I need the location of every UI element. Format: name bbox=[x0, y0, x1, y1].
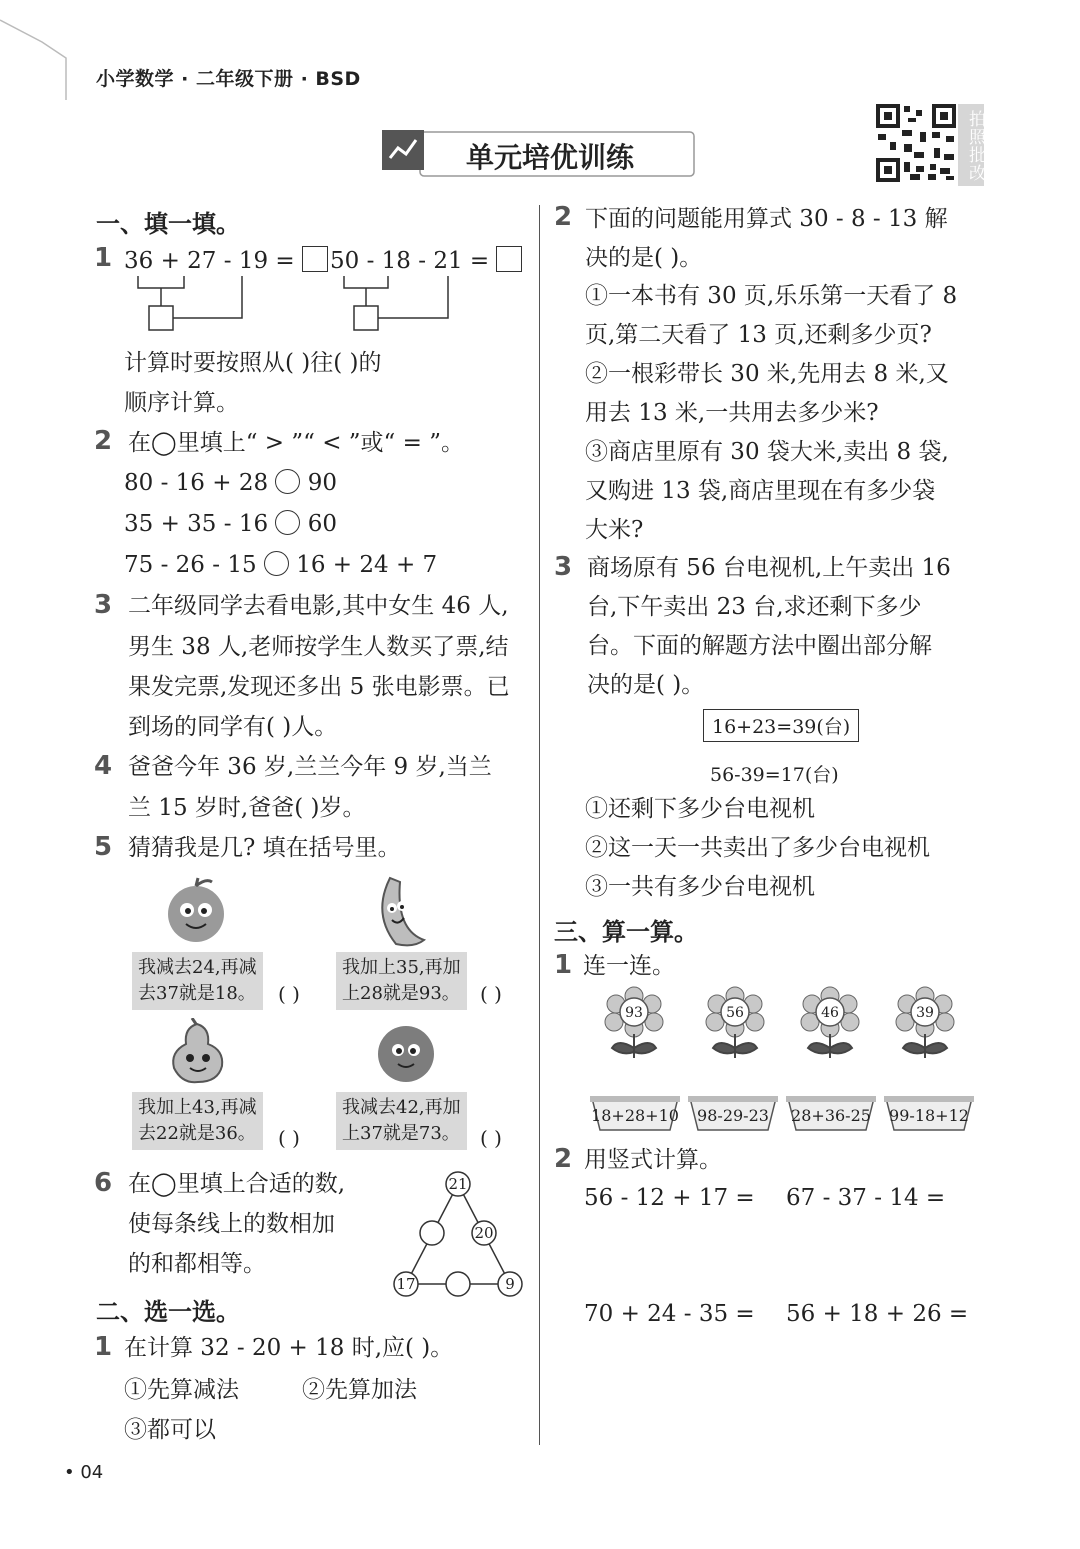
q6-line: 的和都相等。 bbox=[128, 1251, 266, 1277]
r3-line: 台,下午卖出 23 台,求还剩下多少 bbox=[587, 594, 922, 620]
q1-order-line: 计算时要按照从( )往( )的 bbox=[124, 350, 382, 376]
r3-number: 3 bbox=[554, 552, 573, 582]
page-number: • 04 bbox=[64, 1462, 104, 1483]
flower-icon[interactable] bbox=[705, 986, 765, 1060]
node-right-mid: 20 bbox=[474, 1224, 494, 1242]
speech-bubble: 我减去42,再加 上37就是73。 bbox=[336, 1092, 467, 1150]
svg-text:39: 39 bbox=[916, 1005, 934, 1021]
answer-box[interactable] bbox=[302, 246, 328, 272]
r2-line: 用去 13 米,一共用去多少米? bbox=[585, 400, 879, 426]
speech-bubble: 我加上35,再加 上28就是93。 bbox=[336, 952, 467, 1010]
r2-line: 大米? bbox=[585, 517, 644, 543]
pot-expression: 98-29-23 bbox=[697, 1106, 769, 1125]
r2-line: 下面的问题能用算式 30 - 8 - 13 解 bbox=[585, 206, 948, 232]
q2-stem: 在◯里填上“ > ”“ < ”或“ = ”。 bbox=[128, 430, 464, 456]
vertical-calc-expression: 67 - 37 - 14 = bbox=[786, 1185, 946, 1211]
q1-number: 1 bbox=[94, 243, 113, 273]
node-bottom-right: 9 bbox=[505, 1275, 515, 1293]
section-calculate: 三、算一算。 bbox=[554, 918, 698, 946]
section-fill-in: 一、填一填。 bbox=[96, 210, 240, 238]
r3-second-step: 56-39=17(台) bbox=[710, 764, 839, 786]
compare-circle[interactable] bbox=[275, 510, 300, 535]
q6-line: 使每条线上的数相加 bbox=[128, 1211, 335, 1237]
q6-number: 6 bbox=[94, 1168, 113, 1198]
r3-option: ①还剩下多少台电视机 bbox=[585, 796, 815, 822]
r3-option: ②这一天一共卖出了多少台电视机 bbox=[585, 835, 930, 861]
s1-option-3: ③都可以 bbox=[124, 1417, 216, 1443]
q3-line: 二年级同学去看电影,其中女生 46 人, bbox=[128, 593, 509, 619]
q2-number: 2 bbox=[94, 426, 113, 456]
pot-expression: 28+36-25 bbox=[791, 1106, 871, 1125]
compare-circle[interactable] bbox=[275, 469, 300, 494]
s1-option-2: ②先算加法 bbox=[302, 1377, 417, 1403]
r3-line: 决的是( )。 bbox=[587, 672, 705, 698]
node-bottom-left: 17 bbox=[396, 1275, 416, 1293]
answer-parentheses[interactable]: ( ) bbox=[278, 1126, 300, 1150]
flower-icon[interactable] bbox=[895, 986, 955, 1060]
c1-number: 1 bbox=[554, 950, 573, 980]
r2-line: 页,第二天看了 13 页,还剩多少页? bbox=[585, 322, 932, 348]
page-title: 单元培优训练 bbox=[465, 141, 634, 174]
r2-line: ①一本书有 30 页,乐乐第一天看了 8 bbox=[585, 283, 958, 309]
q3-number: 3 bbox=[94, 590, 113, 620]
q2-row: 80 - 16 + 28 90 bbox=[124, 470, 337, 496]
page-corner-decoration bbox=[0, 0, 80, 100]
pot-expression: 18+28+10 bbox=[591, 1106, 679, 1125]
q4-line: 爸爸今年 36 岁,兰兰今年 9 岁,当兰 bbox=[128, 754, 492, 780]
book-header: 小学数学 · 二年级下册 · BSD bbox=[96, 68, 361, 90]
q3-line: 果发完票,发现还多出 5 张电影票。已 bbox=[128, 674, 510, 700]
c2-number: 2 bbox=[554, 1144, 573, 1174]
orange-character-icon bbox=[372, 1018, 440, 1086]
svg-text:93: 93 bbox=[625, 1005, 643, 1021]
compare-circle[interactable] bbox=[264, 551, 289, 576]
r3-circled-step: 16+23=39(台) bbox=[703, 709, 859, 742]
answer-parentheses[interactable]: ( ) bbox=[278, 982, 300, 1006]
answer-box[interactable] bbox=[496, 246, 522, 272]
r2-line: ③商店里原有 30 袋大米,卖出 8 袋, bbox=[585, 439, 949, 465]
section-choose: 二、选一选。 bbox=[96, 1298, 240, 1326]
svg-text:56: 56 bbox=[726, 1005, 744, 1021]
q3-line: 男生 38 人,老师按学生人数买了票,结 bbox=[128, 634, 509, 660]
q6-line: 在◯里填上合适的数, bbox=[128, 1171, 346, 1197]
s1-stem: 在计算 32 - 20 + 18 时,应( )。 bbox=[124, 1335, 454, 1361]
node-top: 21 bbox=[448, 1175, 468, 1193]
q1-expression-b: 50 - 18 - 21 = bbox=[330, 241, 522, 281]
s1-number: 1 bbox=[94, 1332, 113, 1362]
q4-number: 4 bbox=[94, 751, 113, 781]
vertical-calc-expression: 56 + 18 + 26 = bbox=[786, 1301, 969, 1327]
flower-icon[interactable] bbox=[604, 986, 664, 1060]
flower-icon[interactable] bbox=[800, 986, 860, 1060]
r2-line: 又购进 13 袋,商店里现在有多少袋 bbox=[585, 478, 936, 504]
r2-line: ②一根彩带长 30 米,先用去 8 米,又 bbox=[585, 361, 949, 387]
scan-grade-tag: 拍照批改 bbox=[958, 104, 984, 186]
pot-expression: 99-18+12 bbox=[889, 1106, 969, 1125]
q1-calc-tree bbox=[124, 272, 464, 336]
vertical-calc-expression: 70 + 24 - 35 = bbox=[584, 1301, 755, 1327]
q4-line: 兰 15 岁时,爸爸( )岁。 bbox=[128, 795, 366, 821]
q1-expression-a: 36 + 27 - 19 = bbox=[124, 241, 328, 281]
q3-line: 到场的同学有( )人。 bbox=[128, 714, 338, 740]
c1-stem: 连一连。 bbox=[583, 953, 675, 979]
q2-row: 35 + 35 - 16 60 bbox=[124, 511, 337, 537]
vertical-calc-expression: 56 - 12 + 17 = bbox=[584, 1185, 755, 1211]
r2-line: 决的是( )。 bbox=[585, 245, 703, 271]
r3-line: 台。下面的解题方法中圈出部分解 bbox=[587, 633, 932, 659]
q5-number: 5 bbox=[94, 832, 113, 862]
answer-parentheses[interactable]: ( ) bbox=[480, 982, 502, 1006]
s1-option-1: ①先算减法 bbox=[124, 1377, 239, 1403]
r3-option: ③一共有多少台电视机 bbox=[585, 874, 815, 900]
pear-character-icon bbox=[162, 1018, 232, 1086]
svg-text:46: 46 bbox=[821, 1005, 839, 1021]
banana-character-icon bbox=[366, 874, 430, 950]
qr-code[interactable] bbox=[874, 102, 958, 184]
answer-parentheses[interactable]: ( ) bbox=[480, 1126, 502, 1150]
q5-stem: 猜猜我是几? 填在括号里。 bbox=[128, 835, 401, 861]
q2-row: 75 - 26 - 15 16 + 24 + 7 bbox=[124, 552, 438, 578]
speech-bubble: 我加上43,再减 去22就是36。 bbox=[132, 1092, 263, 1150]
r3-line: 商场原有 56 台电视机,上午卖出 16 bbox=[587, 555, 951, 581]
apple-character-icon bbox=[160, 874, 232, 946]
q1-order-line-2: 顺序计算。 bbox=[124, 390, 239, 416]
c2-stem: 用竖式计算。 bbox=[584, 1147, 722, 1173]
r2-number: 2 bbox=[554, 202, 573, 232]
q6-triangle-diagram bbox=[388, 1166, 528, 1302]
speech-bubble: 我减去24,再减 去37就是18。 bbox=[132, 952, 263, 1010]
column-divider bbox=[539, 205, 540, 1445]
